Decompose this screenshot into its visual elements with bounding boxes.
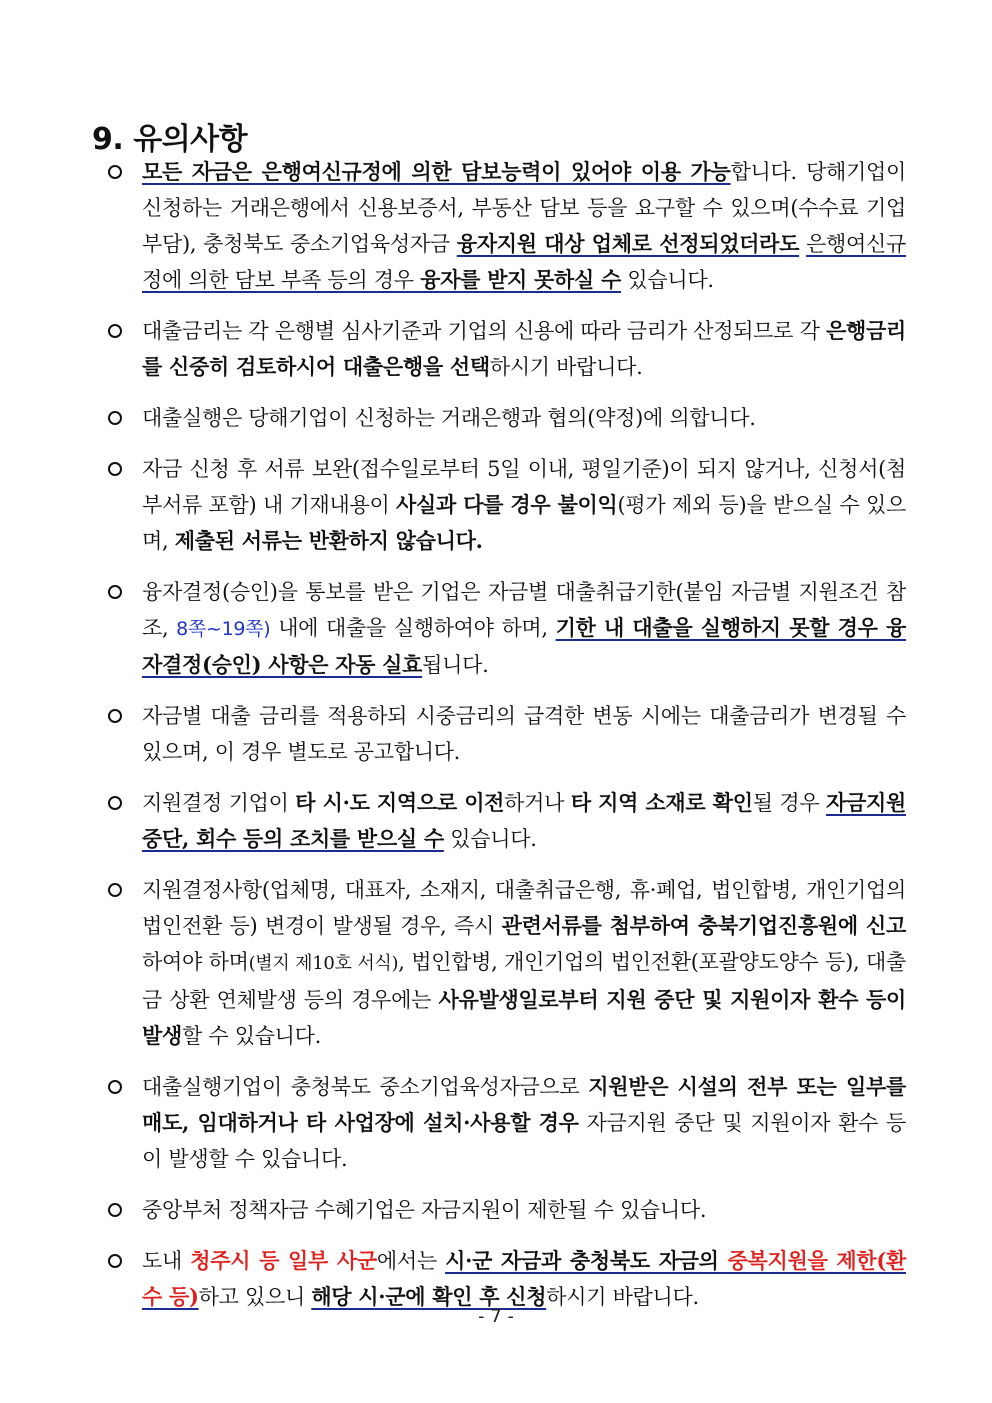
note-text-segment: 하거나 xyxy=(504,791,571,815)
note-text-segment: 지원받은 시설의 전부 또는 일부를 매도, 임대하거나 타 사업장에 설치·사용할 경우 xyxy=(142,1074,906,1135)
note-item xyxy=(106,154,906,298)
note-text-segment: 은행여신규정에 의한 담보 부족 등의 경우 xyxy=(142,232,906,292)
note-text-segment: 자금별 대출 금리를 적용하되 시중금리의 급격한 변동 시에는 대출금리가 변경될 수 있으며, 이 경우 별도로 공고합니다. xyxy=(142,704,906,764)
note-text-segment: 하여야 하며 xyxy=(142,950,249,974)
note-text-segment: 대출금리는 각 은행별 심사기준과 기업의 신용에 따라 금리가 산정되므로 각 xyxy=(142,319,827,343)
note-text-segment: 사유발생일로부터 지원 중단 및 지원이자 환수 등이 발생 xyxy=(142,987,906,1048)
circle-bullet-icon xyxy=(108,411,122,425)
note-item xyxy=(106,400,906,436)
note-text-segment: 융자를 받지 못하실 수 xyxy=(420,267,622,292)
note-text-segment: (별지 제10호 서식) xyxy=(248,953,399,974)
note-text-segment: 하시기 바랍니다. xyxy=(489,355,643,379)
circle-bullet-icon xyxy=(108,883,122,897)
circle-bullet-icon xyxy=(108,1254,122,1268)
circle-bullet-icon xyxy=(108,1080,122,1094)
note-text-segment: 내에 대출을 실행하여야 하며, xyxy=(270,616,556,640)
note-text-segment: 대출실행기업이 충청북도 중소기업육성자금으로 xyxy=(142,1075,589,1099)
note-text-segment xyxy=(799,232,806,256)
note-text-segment: 모든 자금은 은행여신규정에 의한 담보능력이 있어야 이용 가능 xyxy=(142,159,731,184)
note-text-segment: 시·군 자금과 충청북도 자금의 xyxy=(445,1248,728,1273)
page-number: - 7 - xyxy=(478,1306,514,1327)
circle-bullet-icon xyxy=(108,709,122,723)
note-text-segment: 자금지원 중단 및 지원이자 환수 등이 발생할 수 있습니다. xyxy=(142,1111,907,1171)
circle-bullet-icon xyxy=(108,585,122,599)
note-text-segment: 있습니다. xyxy=(443,827,537,851)
note-text-segment: 은행금리를 신중히 검토하시어 대출은행을 선택 xyxy=(142,318,906,379)
note-item xyxy=(106,574,906,683)
note-text-segment: 타 시·도 지역으로 이전 xyxy=(295,790,505,815)
note-text-segment: 에서는 xyxy=(376,1249,446,1273)
note-text-segment: 중앙부처 정책자금 수혜기업은 자금지원이 제한될 수 있습니다. xyxy=(142,1198,707,1222)
note-text-segment: 자금지원 중단, 회수 등의 조치를 받으실 수 xyxy=(142,790,906,851)
note-text-segment: 관련서류를 첨부하여 충북기업진흥원에 신고 xyxy=(501,913,906,938)
note-text-segment: 지원결정사항(업체명, 대표자, 소재지, 대출취급은행, 휴·폐업, 법인합병, 개인기업의 법인전환 등) 변경이 발생될 경우, 즉시 xyxy=(142,878,906,938)
circle-bullet-icon xyxy=(108,796,122,810)
note-text-segment: (평가 제외 등)을 받으실 수 있으며, xyxy=(142,493,906,553)
note-text-segment: 사실과 다를 경우 불이익 xyxy=(396,492,618,517)
note-text-segment: 합니다. 당해기업이 신청하는 거래은행에서 신용보증서, 부동산 담보 등을 요구할 수 있으며(수수료 기업부담), 충청북도 중소기업육성자금 xyxy=(142,160,906,256)
note-text-segment: 자금 신청 후 서류 보완(접수일로부터 5일 이내, 평일기준)이 되지 않거나, 신청서(첨부서류 포함) 내 기재내용이 xyxy=(142,457,906,517)
note-text-segment: 도내 xyxy=(142,1249,191,1273)
circle-bullet-icon xyxy=(108,324,122,338)
note-text-segment: 해당 시·군에 확인 후 신청 xyxy=(311,1284,547,1309)
note-item xyxy=(106,313,906,385)
note-text-segment: 있습니다. xyxy=(621,268,714,292)
note-text-segment: 8쪽~19쪽) xyxy=(176,618,271,640)
note-item xyxy=(106,1069,906,1177)
section-title: 9. 유의사항 xyxy=(92,122,248,157)
note-text-segment: 대출실행은 당해기업이 신청하는 거래은행과 협의(약정)에 의합니다. xyxy=(142,406,756,430)
note-text-segment: 융자결정(승인)을 통보를 받은 기업은 자금별 대출취급기한(붙임 자금별 지원조건 참조, xyxy=(142,580,906,640)
note-text-segment: 하고 있으니 xyxy=(198,1285,312,1309)
note-text-segment: 할 수 있습니다. xyxy=(181,1024,322,1048)
note-text-segment: , 법인합병, 개인기업의 법인전환(포괄양도양수 등), 대출금 상환 연체발생 등의 경우에는 xyxy=(142,950,906,1012)
note-text-segment: 지원결정 기업이 xyxy=(142,791,296,815)
note-text-segment: 하시기 바랍니다. xyxy=(546,1285,699,1309)
note-item xyxy=(106,698,906,770)
circle-bullet-icon xyxy=(108,462,122,476)
circle-bullet-icon xyxy=(108,165,122,179)
notes-list xyxy=(106,154,906,1330)
note-item xyxy=(106,785,906,857)
note-text-segment: 기한 내 대출을 실행하지 못할 경우 융자결정(승인) 사항은 자동 실효 xyxy=(142,615,906,677)
note-text-segment: 제출된 서류는 반환하지 않습니다. xyxy=(174,528,483,553)
note-text-segment: 중복지원을 제한(환수 등) xyxy=(142,1248,906,1309)
note-text-segment: 타 지역 소재로 확인 xyxy=(570,790,753,815)
note-item xyxy=(106,1243,906,1315)
note-item xyxy=(106,1192,906,1228)
note-item xyxy=(106,451,906,559)
note-text-segment: 융자지원 대상 업체로 선정되었더라도 xyxy=(456,231,800,256)
note-text-segment: 될 경우 xyxy=(752,791,827,815)
circle-bullet-icon xyxy=(108,1203,122,1217)
note-text-segment: 됩니다. xyxy=(422,653,489,677)
note-item xyxy=(106,872,906,1054)
note-text-segment: 청주시 등 일부 사군 xyxy=(190,1248,377,1273)
